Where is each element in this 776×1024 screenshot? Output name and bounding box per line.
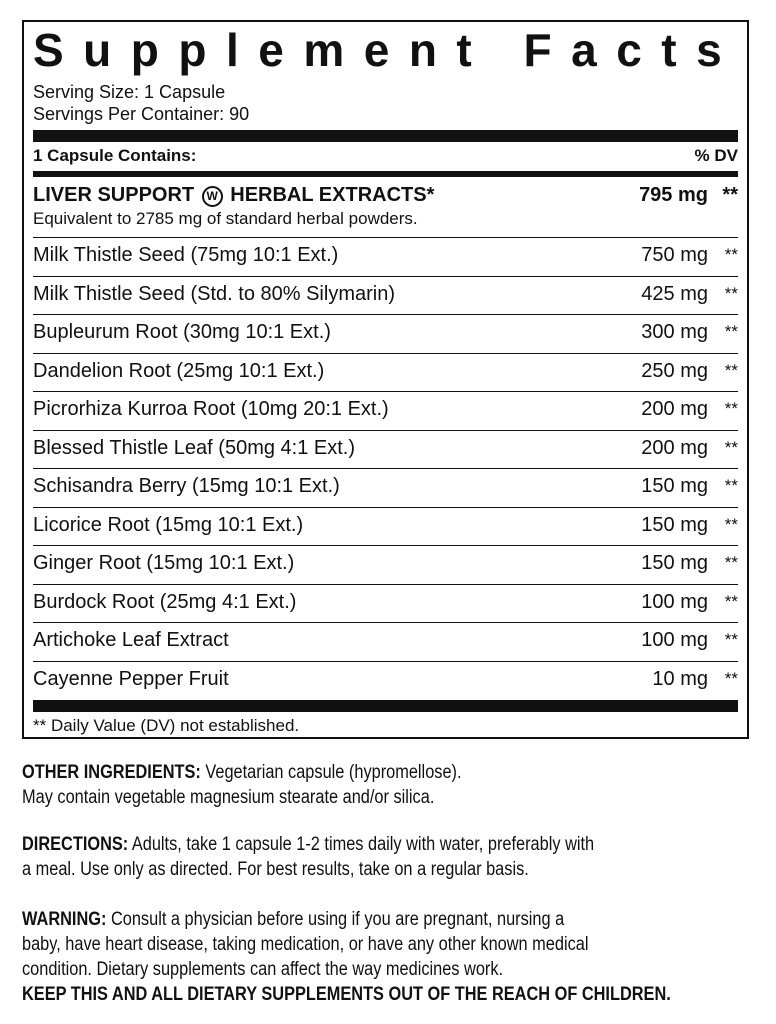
row-divider <box>33 237 738 238</box>
ingredient-dv: ** <box>724 476 738 495</box>
ingredient-name: Bupleurum Root (30mg 10:1 Ext.) <box>33 321 331 343</box>
warning-line2: baby, have heart disease, taking medication, or have any other known medical <box>22 934 589 955</box>
ingredient-dv: ** <box>724 553 738 572</box>
ingredient-dv: ** <box>724 322 738 341</box>
row-divider <box>33 661 738 662</box>
ingredient-name: Schisandra Berry (15mg 10:1 Ext.) <box>33 475 340 497</box>
medium-divider <box>33 171 738 177</box>
panel-inner <box>33 22 742 737</box>
other-ingredients-text1: Vegetarian capsule (hypromellose). <box>205 762 462 783</box>
directions-text1: Adults, take 1 capsule 1-2 times daily with water, preferably with <box>131 834 595 855</box>
ingredient-dv: ** <box>724 515 738 534</box>
ingredient-name: Dandelion Root (25mg 10:1 Ext.) <box>33 360 325 382</box>
ingredient-name: Burdock Root (25mg 4:1 Ext.) <box>33 591 297 613</box>
serving-size: Serving Size: 1 Capsule <box>33 82 226 102</box>
blend-amount: 795 mg <box>639 184 708 206</box>
warning <box>22 907 754 1007</box>
ingredient-amount: 150 mg <box>641 514 708 536</box>
blend-name <box>33 184 434 206</box>
ingredient-dv: ** <box>724 361 738 380</box>
ingredient-amount: 100 mg <box>641 629 708 651</box>
blend-dv: ** <box>722 184 738 206</box>
contains-header <box>33 146 738 166</box>
ingredient-name: Milk Thistle Seed (75mg 10:1 Ext.) <box>33 244 339 266</box>
directions <box>22 832 754 882</box>
other-ingredients-label: OTHER INGREDIENTS: <box>22 762 201 783</box>
row-divider <box>33 276 738 277</box>
row-divider <box>33 507 738 508</box>
other-ingredients-line2: May contain vegetable magnesium stearate and/or silica. <box>22 787 435 808</box>
supplement-facts-panel <box>22 20 749 739</box>
warning-line1 <box>22 907 564 932</box>
row-divider <box>33 314 738 315</box>
directions-line2: a meal. Use only as directed. For best results, take on a regular basis. <box>22 859 529 880</box>
blend-row <box>33 183 738 207</box>
warning-line3: condition. Dietary supplements can affect the way medicines work. <box>22 959 504 980</box>
ingredient-dv: ** <box>724 669 738 688</box>
ingredient-name: Milk Thistle Seed (Std. to 80% Silymarin) <box>33 283 395 305</box>
row-divider <box>33 430 738 431</box>
ingredient-amount: 250 mg <box>641 360 708 382</box>
ingredient-name: Cayenne Pepper Fruit <box>33 668 229 690</box>
blend-equivalent: Equivalent to 2785 mg of standard herbal powders. <box>33 209 418 228</box>
warning-label: WARNING: <box>22 909 107 930</box>
ingredient-amount: 100 mg <box>641 591 708 613</box>
ingredient-amount: 10 mg <box>652 668 708 690</box>
blend-name-part2: HERBAL EXTRACTS* <box>230 184 435 206</box>
dv-label: % DV <box>694 146 738 165</box>
ingredient-dv: ** <box>724 630 738 649</box>
ingredient-dv: ** <box>724 284 738 303</box>
ingredient-amount: 200 mg <box>641 398 708 420</box>
ingredient-name: Ginger Root (15mg 10:1 Ext.) <box>33 552 295 574</box>
ingredient-amount: 200 mg <box>641 437 708 459</box>
dv-footnote: ** Daily Value (DV) not established. <box>33 716 300 735</box>
ingredient-name: Licorice Root (15mg 10:1 Ext.) <box>33 514 304 536</box>
ingredient-dv: ** <box>724 438 738 457</box>
row-divider <box>33 584 738 585</box>
row-divider <box>33 353 738 354</box>
servings-per-container: Servings Per Container: 90 <box>33 104 250 124</box>
ingredient-amount: 750 mg <box>641 244 708 266</box>
ingredient-amount: 150 mg <box>641 475 708 497</box>
row-divider <box>33 545 738 546</box>
ingredient-amount: 150 mg <box>641 552 708 574</box>
thick-divider <box>33 130 738 142</box>
row-divider <box>33 622 738 623</box>
brand-logo <box>202 186 223 207</box>
ingredient-name: Blessed Thistle Leaf (50mg 4:1 Ext.) <box>33 437 356 459</box>
other-ingredients <box>22 760 754 810</box>
bottom-thick-divider <box>33 700 738 712</box>
ingredient-dv: ** <box>724 245 738 264</box>
ingredient-amount: 425 mg <box>641 283 708 305</box>
keep-out-of-reach: KEEP THIS AND ALL DIETARY SUPPLEMENTS OUT OF THE REACH OF CHILDREN. <box>22 984 671 1005</box>
ingredient-name: Artichoke Leaf Extract <box>33 629 229 651</box>
row-divider <box>33 468 738 469</box>
blend-name-part1: LIVER SUPPORT <box>33 184 195 206</box>
brand-logo-letter: W <box>206 189 218 203</box>
ingredient-dv: ** <box>724 592 738 611</box>
panel-title: Supplement Facts <box>33 24 742 76</box>
warning-text1: Consult a physician before using if you are pregnant, nursing a <box>110 909 565 930</box>
directions-label: DIRECTIONS: <box>22 834 129 855</box>
ingredient-amount: 300 mg <box>641 321 708 343</box>
other-ingredients-line1 <box>22 760 462 785</box>
directions-line1 <box>22 832 594 857</box>
ingredient-dv: ** <box>724 399 738 418</box>
contains-label: 1 Capsule Contains: <box>33 146 197 165</box>
ingredient-name: Picrorhiza Kurroa Root (10mg 20:1 Ext.) <box>33 398 389 420</box>
row-divider <box>33 391 738 392</box>
